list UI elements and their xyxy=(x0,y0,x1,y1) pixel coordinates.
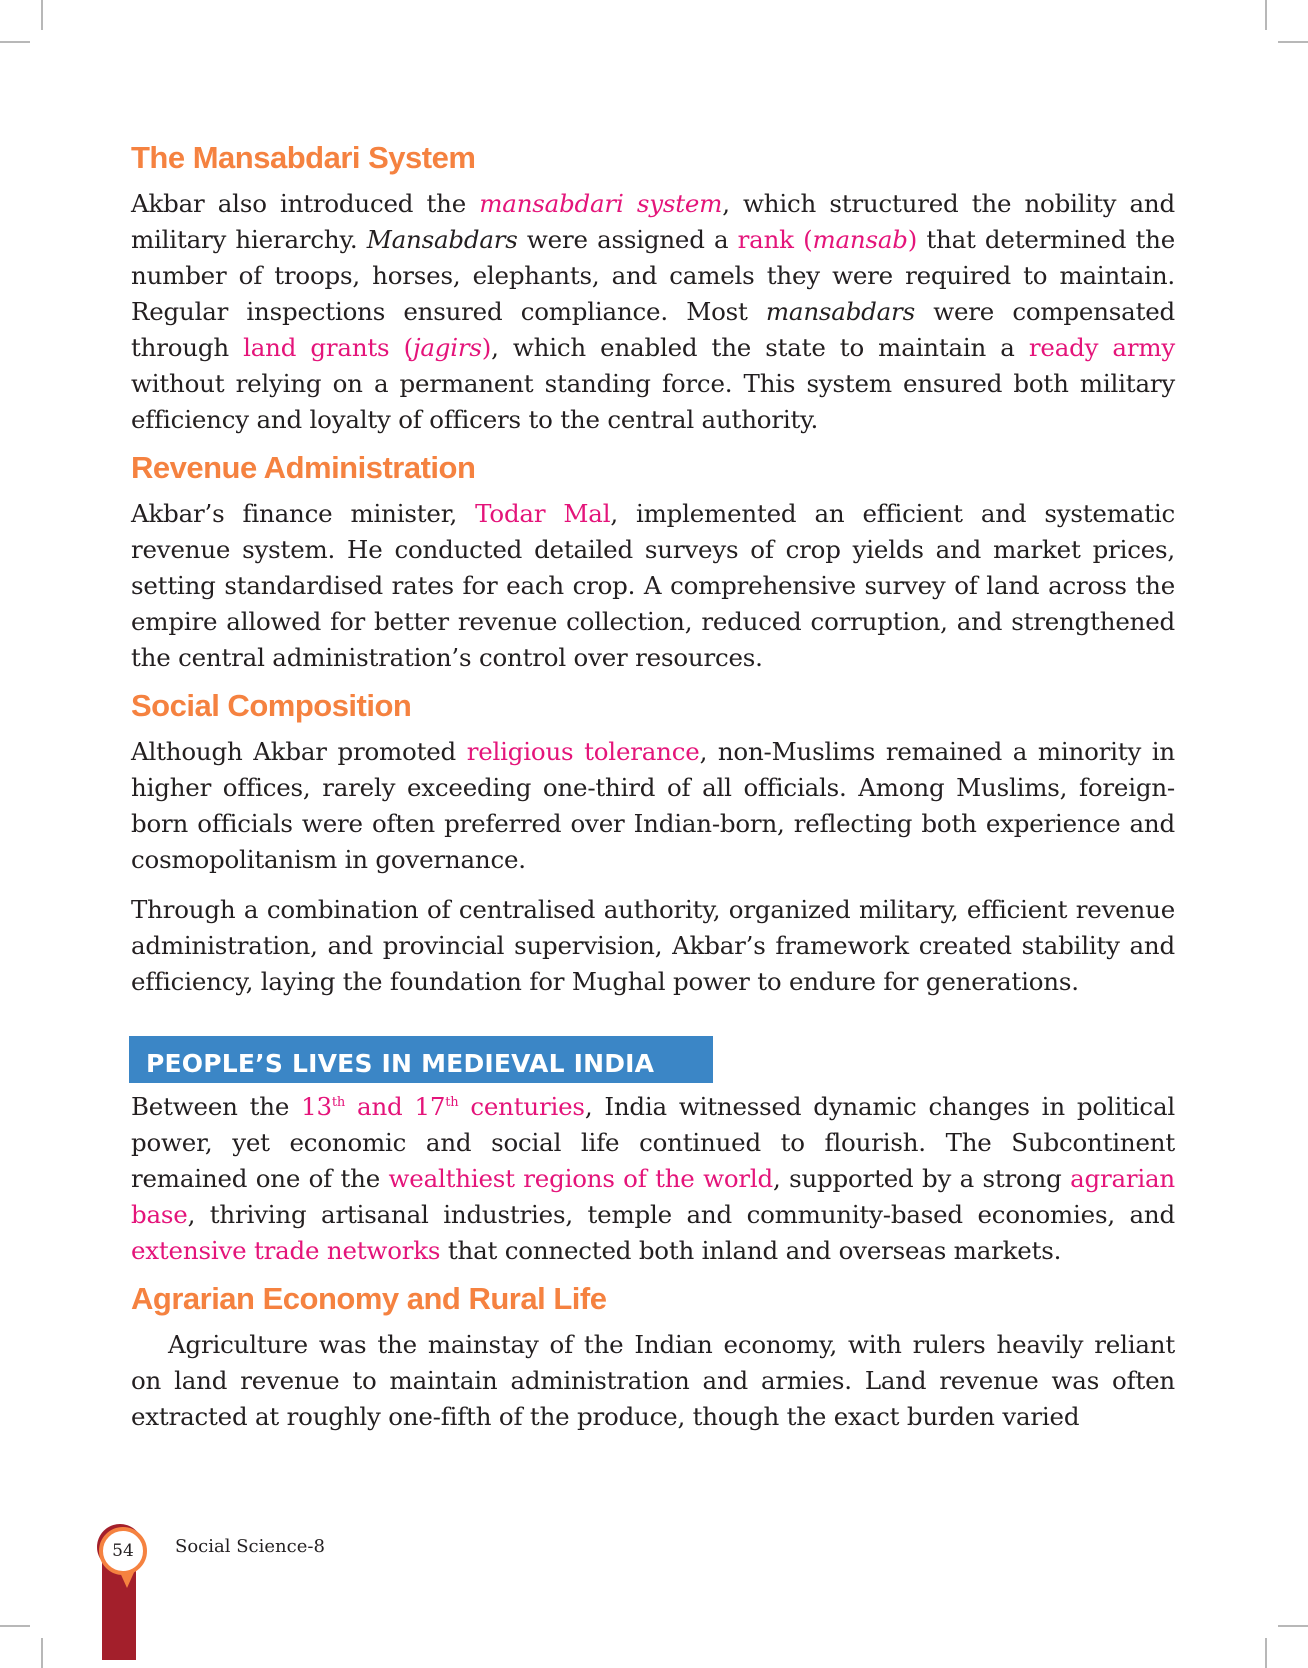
text: were assigned a xyxy=(517,225,738,254)
text: and 17 xyxy=(345,1092,446,1121)
heading-mansabdari-system: The Mansabdari System xyxy=(131,140,476,175)
text: , supported by a strong xyxy=(773,1164,1071,1193)
section-banner-peoples-lives: PEOPLE’S LIVES IN MEDIEVAL INDIA xyxy=(129,1036,713,1083)
highlight-rank-close: ) xyxy=(907,225,918,254)
paragraph-revenue xyxy=(131,496,1175,676)
superscript: th xyxy=(331,1094,346,1110)
text: , which structured the nobility and military hierarchy. xyxy=(131,189,1175,254)
text: were compensated through xyxy=(131,297,1175,362)
highlight-mansab: mansab xyxy=(812,225,908,254)
superscript: th xyxy=(445,1094,459,1110)
crop-mark-bottom-left-vertical xyxy=(41,1638,43,1668)
crop-mark-bottom-right-vertical xyxy=(1265,1638,1267,1668)
crop-mark-top-left-vertical xyxy=(41,0,43,30)
text: Akbar also introduced the xyxy=(131,189,480,218)
text: , implemented an efficient and systematic revenue system. He conducted detailed surveys of crop yields and market prices, setting standardised rates for each crop. A comprehensive survey of land across the empire allowed for better revenue collection, reduced corruption, and strengthened the central administration’s control over resources. xyxy=(131,499,1175,672)
text: that connected both inland and overseas markets. xyxy=(440,1236,1062,1265)
page-content xyxy=(131,138,1175,1445)
text: without relying on a permanent standing force. This system ensured both military efficiency and loyalty of officers to the central authority. xyxy=(131,369,1175,434)
text: Between the xyxy=(131,1092,302,1121)
text: , thriving artisanal industries, temple and community-based economies, and xyxy=(187,1200,1175,1229)
text: Although Akbar promoted xyxy=(131,737,467,766)
text: , India witnessed dynamic changes in political power, yet economic and social life continued to flourish. The Subcontinent remained one of the xyxy=(131,1092,1175,1193)
crop-mark-bottom-left-horizontal xyxy=(0,1625,30,1627)
heading-agrarian-economy: Agrarian Economy and Rural Life xyxy=(131,1281,607,1316)
text: 13 xyxy=(301,1092,332,1121)
highlight-mansabdari-system: mansabdari system xyxy=(479,189,723,218)
page-number-badge: 54 xyxy=(99,1527,147,1575)
highlight-religious-tolerance: religious tolerance xyxy=(466,737,700,766)
paragraph-social-2: Through a combination of centralised authority, organized military, efficient revenue administration, and provincial supervision, Akbar’s framework created stability and efficiency, laying the foundation for Mughal power to endure for generations. xyxy=(131,895,1175,996)
highlight-agrarian-base: agrarian base xyxy=(131,1164,1176,1229)
heading-revenue-administration: Revenue Administration xyxy=(131,450,476,485)
text: centuries xyxy=(458,1092,585,1121)
paragraph-agrarian: Agriculture was the mainstay of the Indian economy, with rulers heavily reliant on land revenue to maintain administration and armies. Land revenue was often extracted at roughly one-fifth of the produce, though the exact burden varied xyxy=(131,1330,1175,1431)
highlight-land-grants: land grants ( xyxy=(243,333,413,362)
text: , non-Muslims remained a minority in higher offices, rarely exceeding one-third of all officials. Among Muslims, foreign-born officials were often preferred over Indian-born, reflecting both experience and cosmopolitanism in governance. xyxy=(131,737,1175,874)
paragraph-mansabdari xyxy=(131,186,1175,438)
text: that determined the number of troops, horses, elephants, and camels they were required to maintain. Regular inspections ensured compliance. Most xyxy=(131,225,1175,326)
highlight-ready-army: ready army xyxy=(1028,333,1176,362)
crop-mark-bottom-right-horizontal xyxy=(1278,1625,1308,1627)
crop-mark-top-right-vertical xyxy=(1265,0,1267,30)
highlight-land-grants-close: ) xyxy=(481,333,492,362)
highlight-jagirs: jagirs xyxy=(412,333,482,362)
crop-mark-top-left-horizontal xyxy=(0,41,30,43)
italic-mansabdars: mansabdars xyxy=(765,297,915,326)
paragraph-peoples-lives xyxy=(131,1089,1175,1269)
highlight-rank: rank ( xyxy=(737,225,813,254)
heading-social-composition: Social Composition xyxy=(131,688,412,723)
italic-mansabdars: Mansabdars xyxy=(366,225,518,254)
highlight-trade-networks: extensive trade networks xyxy=(131,1236,441,1265)
book-title: Social Science-8 xyxy=(175,1536,325,1557)
text: Akbar’s finance minister, xyxy=(131,499,476,528)
crop-mark-top-right-horizontal xyxy=(1278,41,1308,43)
text: , which enabled the state to maintain a xyxy=(491,333,1029,362)
highlight-wealthiest-regions: wealthiest regions of the world xyxy=(388,1164,774,1193)
highlight-centuries xyxy=(301,1092,585,1121)
highlight-todar-mal: Todar Mal xyxy=(475,499,611,528)
paragraph-social-1 xyxy=(131,734,1175,878)
